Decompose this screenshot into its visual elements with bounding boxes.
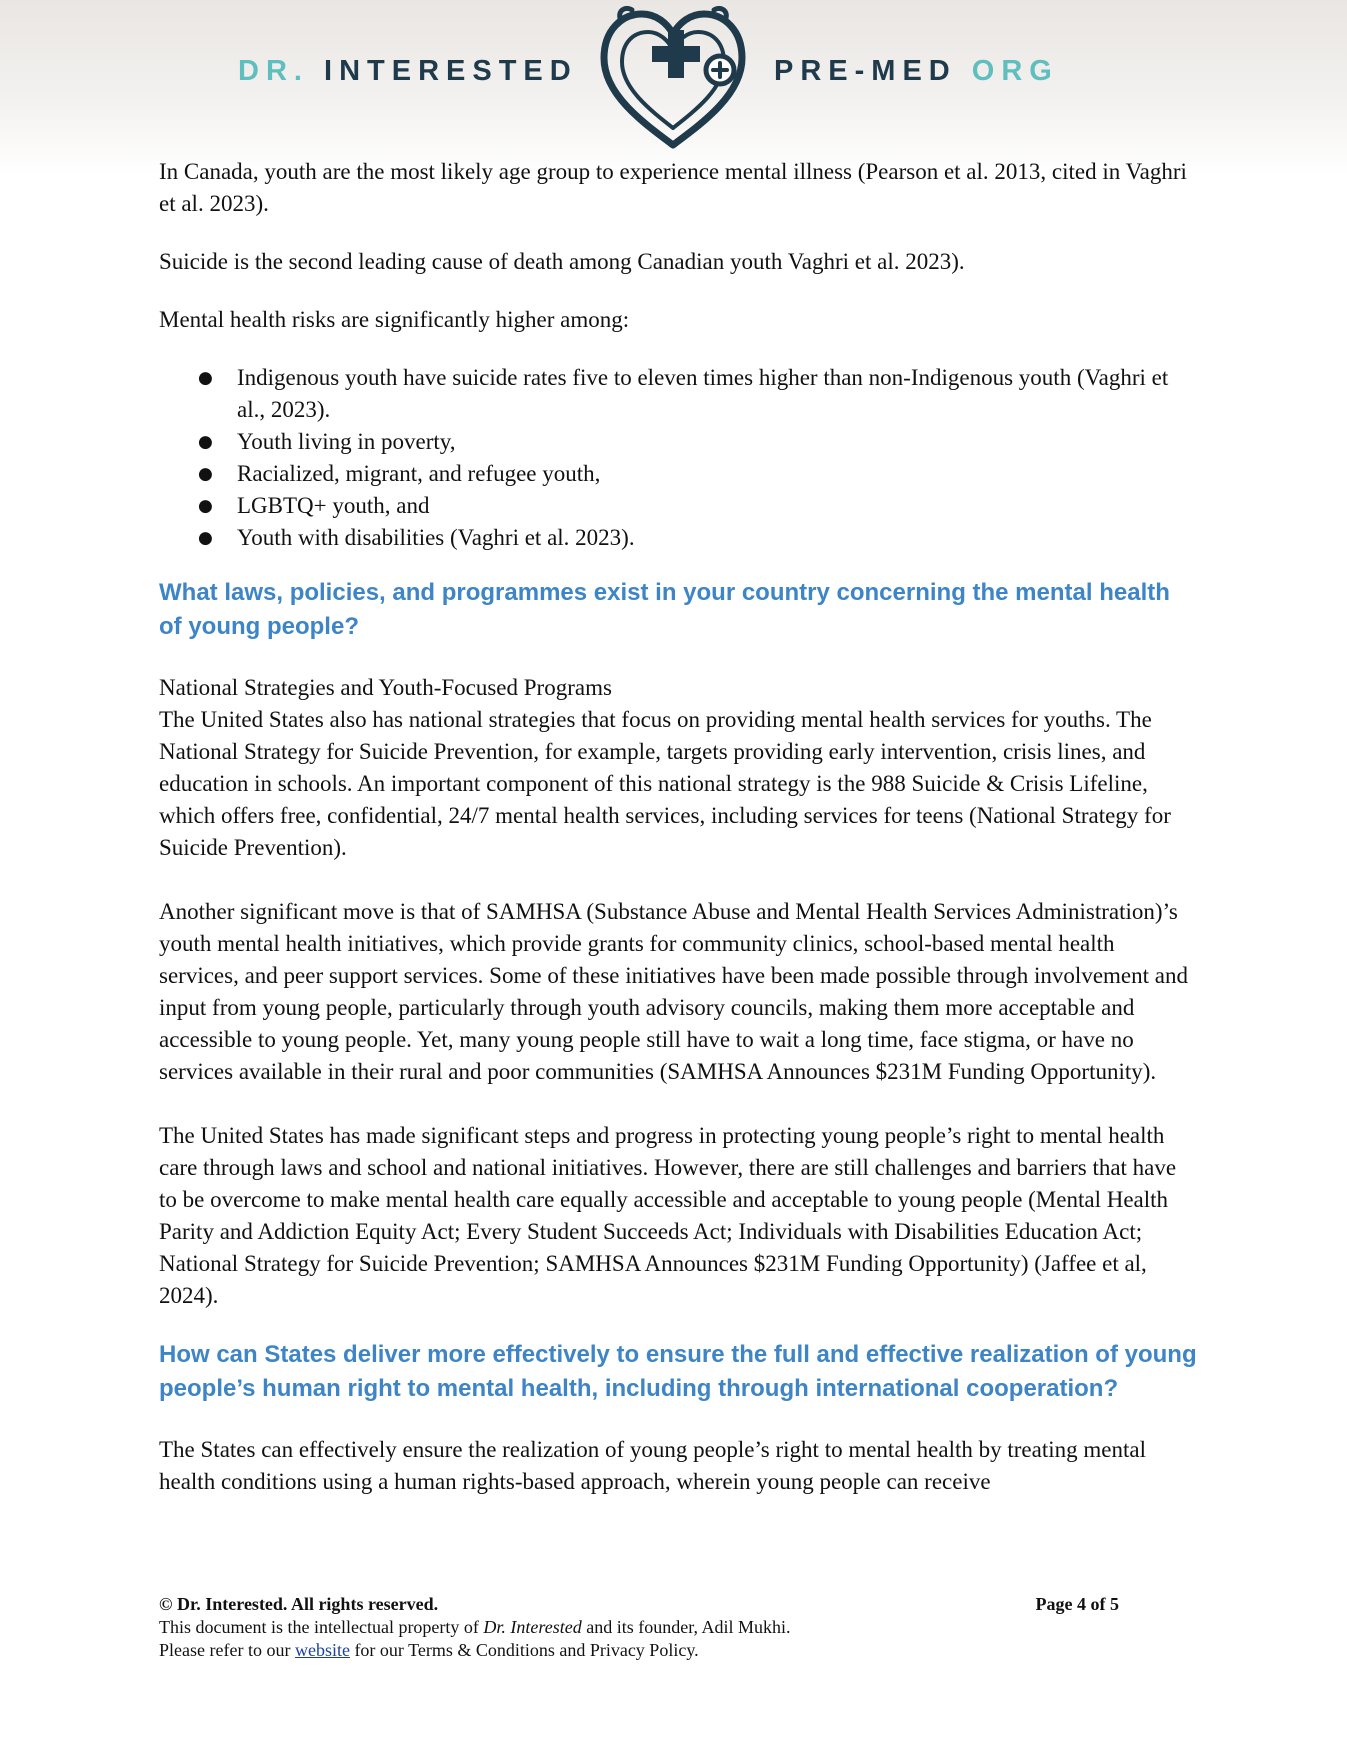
section-heading-laws: What laws, policies, and programmes exist in your country concerning the mental health of young people? <box>159 579 1170 640</box>
paragraph-canada-youth: In Canada, youth are the most likely age group to experience mental illness (Pearson et al. 2013, cited in Vaghri et al. 2023). <box>159 159 1187 216</box>
risk-groups-list <box>159 362 1199 554</box>
section-heading-states: How can States deliver more effectively to ensure the full and effective realization of young people’s human right to mental health, including through international cooperation? <box>159 1341 1197 1402</box>
paragraph-suicide-cause: Suicide is the second leading cause of death among Canadian youth Vaghri et al. 2023). <box>159 249 965 274</box>
paragraph-samhsa: Another significant move is that of SAMHSA (Substance Abuse and Mental Health Services Administration)’s youth mental health initiatives, which provide grants for community clinics, school-based mental health services, and peer support services. Some of these initiatives have been made possible through involvement and input from young people, particularly through youth advisory councils, making them more acceptable and accessible to young people. Yet, many young people still have to wait a long time, face stigma, or have no services available in their rural and poor communities (SAMHSA Announces $231M Funding Opportunity). <box>159 899 1188 1084</box>
paragraph-national-strategy: The United States also has national strategies that focus on providing mental health services for youths. The National Strategy for Suicide Prevention, for example, targets providing early intervention, crisis lines, and education in schools. An important component of this national strategy is the 988 Suicide & Crisis Lifeline, which offers free, confidential, 24/7 mental health services, including services for teens (National Strategy for Suicide Prevention). <box>159 707 1171 860</box>
heart-stethoscope-medical-cross-icon <box>598 2 748 152</box>
brand-interested: INTERESTED <box>308 55 578 87</box>
list-item: ● LGBTQ+ youth, and <box>159 490 1199 522</box>
list-item: ● Youth with disabilities (Vaghri et al. 2023). <box>159 522 1199 554</box>
brand-name-left <box>238 55 578 88</box>
paragraph-risks-intro: Mental health risks are significantly higher among: <box>159 307 630 332</box>
policy-notice: Please refer to our website for our Terms & Conditions and Privacy Policy. <box>159 1640 699 1660</box>
brand-dr-accent: DR. <box>238 55 309 87</box>
document-body <box>159 156 1199 1498</box>
copyright-notice: © Dr. Interested. All rights reserved. <box>159 1594 439 1614</box>
paragraph-us-progress: The United States has made significant steps and progress in protecting young people’s right to mental health care through laws and school and national initiatives. However, there are still challenges and barriers that have to be overcome to make mental health care equally accessible and acceptable to young people (Mental Health Parity and Addiction Equity Act; Every Student Succeeds Act; Individuals with Disabilities Education Act; National Strategy for Suicide Prevention; SAMHSA Announces $231M Funding Opportunity) (Jaffee et al, 2024). <box>159 1123 1177 1308</box>
page-header <box>0 0 1347 175</box>
list-item: ● Indigenous youth have suicide rates five to eleven times higher than non-Indigenous youth (Vaghri et al., 2023). <box>159 362 1199 426</box>
list-item: ● Racialized, migrant, and refugee youth, <box>159 458 1199 490</box>
page-number: Page 4 of 5 <box>1035 1594 1119 1614</box>
brand-org-accent: ORG <box>971 55 1059 87</box>
subheading-national-strategies: National Strategies and Youth-Focused Programs <box>159 675 612 700</box>
page-footer <box>159 1593 1119 1662</box>
paragraph-states-approach: The States can effectively ensure the realization of young people’s right to mental health by treating mental health conditions using a human rights-based approach, wherein young people can receive <box>159 1437 1146 1494</box>
ip-notice: This document is the intellectual property of Dr. Interested and its founder, Adil Mukhi. <box>159 1617 791 1637</box>
list-item: ● Youth living in poverty, <box>159 426 1199 458</box>
ip-owner-name: Dr. Interested <box>483 1617 582 1637</box>
brand-name-right <box>774 55 1059 88</box>
brand-premed: PRE-MED <box>774 55 972 87</box>
website-link[interactable]: website <box>294 1640 350 1660</box>
